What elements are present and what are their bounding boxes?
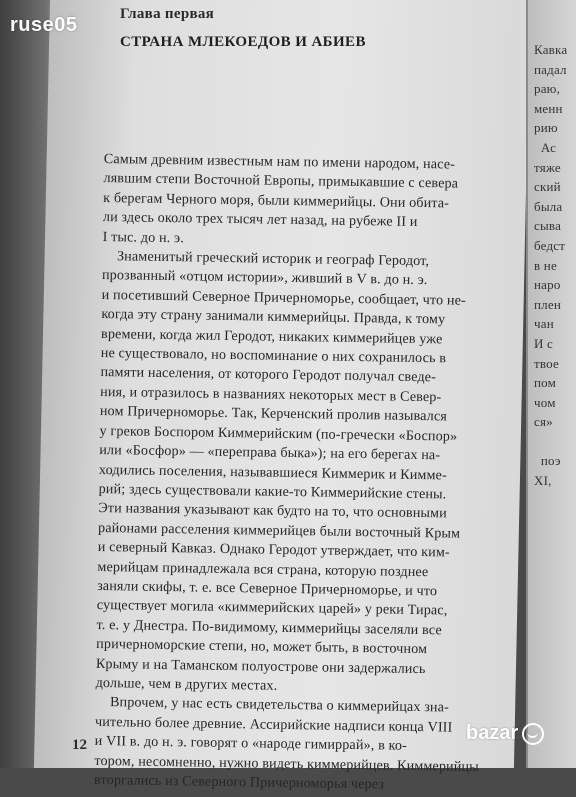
page-number: 12	[72, 737, 87, 753]
watermark-bazar	[466, 722, 544, 745]
adjacent-page-text: Кавка падал раю, менн рию Ас тяже ский была сыва бедст в не наро плен чан И с твое пом чом ся» поэ XI,	[534, 42, 568, 489]
chapter-title: СТРАНА МЛЕКОЕДОВ И АБИЕВ	[120, 34, 366, 50]
bazar-label: bazar	[466, 722, 519, 744]
watermark-ruse05: ruse05	[10, 14, 78, 36]
chapter-label: Глава первая	[120, 6, 215, 22]
body-text: Самым древним известным нам по имени народом, насе- лявшим степи Восточной Европы, примыкавшие с севера к берегам Черного моря, были киммерийцы. Они обита- ли здесь около трех тысяч лет назад, на рубеже II и I тыс. до н. э. Знаменитый греческий историк и географ Геродот, прозванный «отцом истории», живший в V в. до н. э. и посетивший Северное Причерноморье, сообщает, что не- когда эту страну занимали киммерийцы. Правда, к тому времени, когда жил Геродот, никаких киммерийцев уже не существовало, но воспоминание о них сохранилось в памяти населения, от которого Геродот получал сведе- ния, и отразилось в названиях некоторых мест в Север- ном Причерноморье. Так, Керченский пролив назывался у греков Боспором Киммерийским (по-гречески «Боспор» или «Босфор» — «переправа быка»); на его берегах на- ходились поселения, называвшиеся Киммерик и Кимме- рий; здесь существовали какие-то Киммерийские стены. Эти названия указывают как будто на то, что основными районами расселения киммерийцев были восточный Крым и северный Кавказ. Однако Геродот утверждает, что ким- мерийцам принадлежала вся страна, которую позднее заняли скифы, т. е. все Северное Причерноморье, и что существует могила «киммерийских царей» у реки Тирас, т. е. у Днестра. По-видимому, киммерийцы заселяли все причерноморские степи, но, может быть, в восточном Крыму и на Таманском полуострове они задержались дольше, чем в других местах. Впрочем, у нас есть свидетельства о киммерийцах зна- чительно более древние. Ассирийские надписи конца VIII и VII в. до н. э. говорят о «народе гимиррай», в ко- тором, несомненно, нужно видеть киммерийцев. Киммерийцы вторгались из Северного Причерноморья через	[93, 150, 479, 793]
bazar-logo-icon	[522, 723, 544, 745]
adjacent-page	[528, 0, 576, 768]
